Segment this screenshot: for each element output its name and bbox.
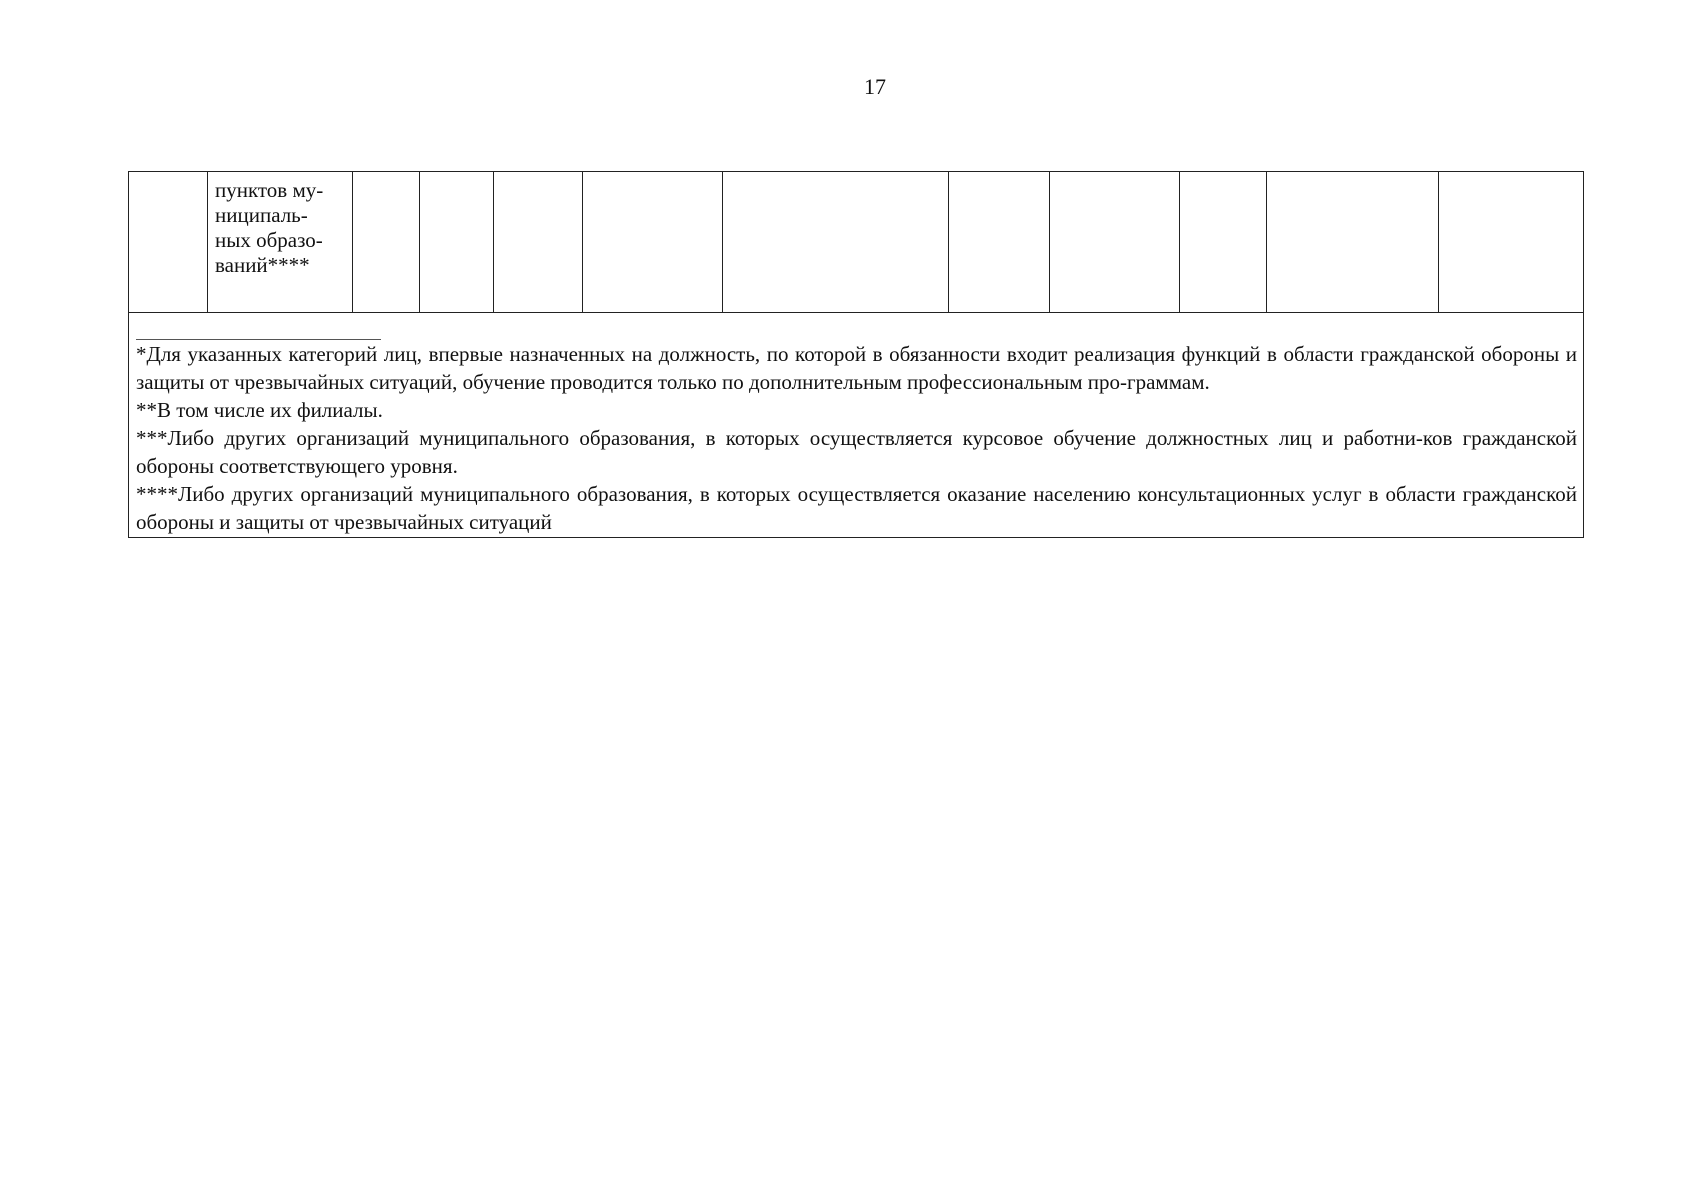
table-cell xyxy=(494,172,583,313)
table-cell xyxy=(1050,172,1180,313)
table-cell xyxy=(353,172,420,313)
footnote-1: *Для указанных категорий лиц, впервые назначенных на должность, по которой в обязанности входит реализация функций в области гражданской обороны и защиты от чрезвычайных ситуаций, обучение проводится только по дополнительным профессиональным про-граммам. xyxy=(136,342,1577,394)
table-cell xyxy=(949,172,1050,313)
footnote-4: ****Либо других организаций муниципального образования, в которых осуществляется оказание населению консультационных услуг в области гражданской обороны и защиты от чрезвычайных ситуаций xyxy=(136,482,1577,534)
table-cell xyxy=(420,172,494,313)
table-cell xyxy=(1439,172,1584,313)
table-cell xyxy=(1180,172,1267,313)
table-cell-category xyxy=(208,172,353,313)
category-label: пунктов му- ниципаль- ных образо- ваний**** xyxy=(215,178,324,277)
table-cell xyxy=(1267,172,1439,313)
data-table xyxy=(128,171,1584,538)
table-row xyxy=(129,172,1584,313)
page-number: 17 xyxy=(864,74,886,99)
footnotes-row xyxy=(129,313,1584,538)
table-cell xyxy=(129,172,208,313)
table-cell xyxy=(723,172,949,313)
footnote-2: **В том числе их филиалы. xyxy=(136,398,383,422)
footnote-3: ***Либо других организаций муниципального образования, в которых осуществляется курсовое обучение должностных лиц и работни-ков гражданской обороны соответствующего уровня. xyxy=(136,426,1577,478)
table-cell xyxy=(583,172,723,313)
footnotes-cell xyxy=(129,313,1584,538)
